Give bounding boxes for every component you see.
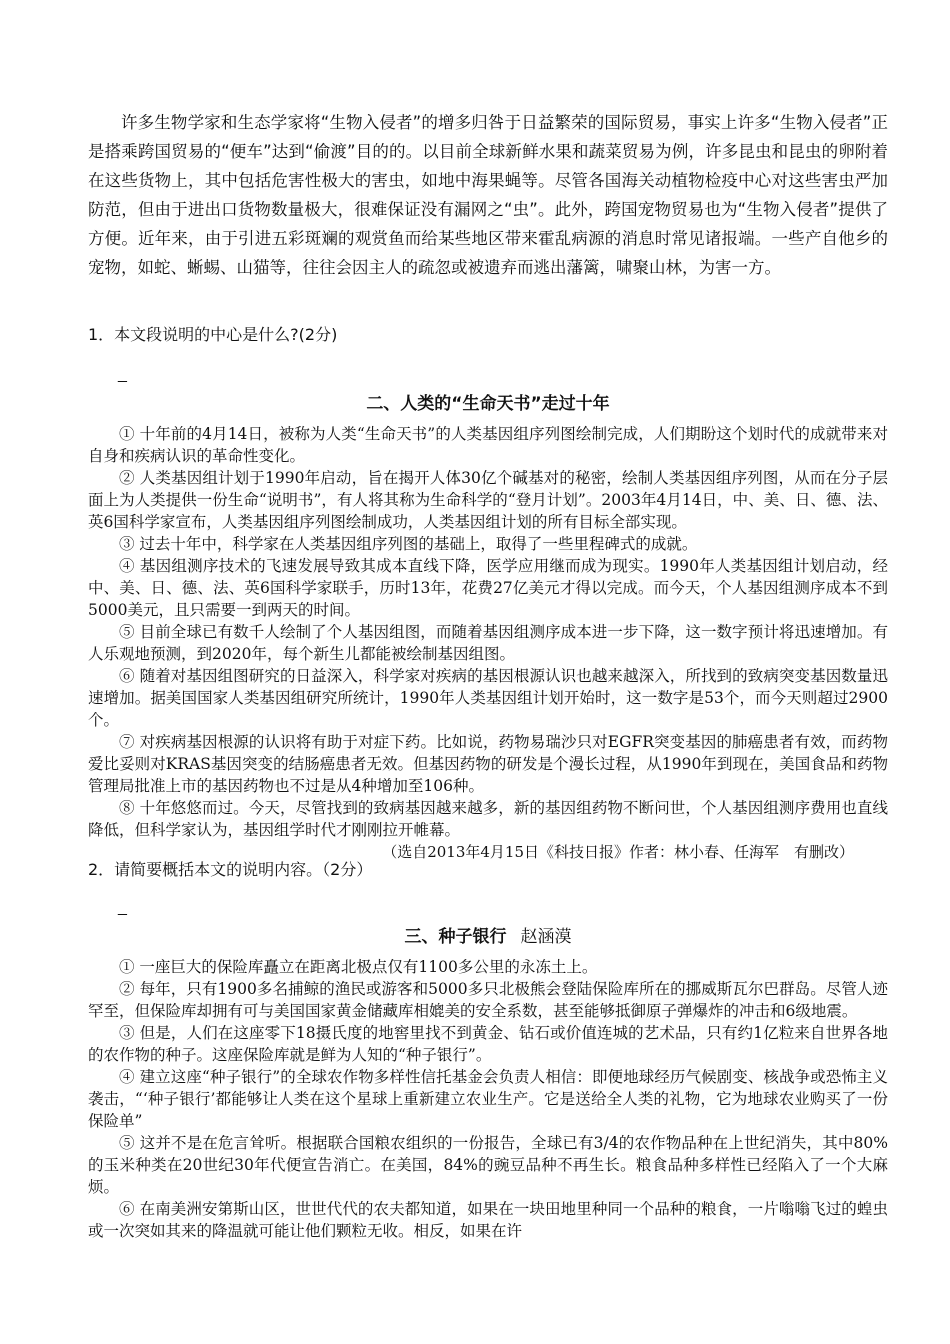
answer-line-1: _ (118, 366, 127, 383)
answer-line-2: _ (118, 899, 127, 916)
section-2-paragraph-5: ⑤ 目前全球已有数千人绘制了个人基因组图，而随着基因组测序成本进一步下降，这一数字预计将迅速增加。有人乐观地预测，到2020年，每个新生儿都能被绘制基因组图。 (88, 623, 888, 663)
intro-paragraph: 许多生物学家和生态学家将“生物入侵者”的增多归咎于日益繁荣的国际贸易，事实上许多“生物入侵者”正是搭乘跨国贸易的“便车”达到“偷渡”目的的。以目前全球新鲜水果和蔬菜贸易为例，许多昆虫和昆虫的卵附着在这些货物上，其中包括危害性极大的害虫，如地中海果蝇等。尽管各国海关动植物检疫中心对这些害虫严加防范，但由于进出口货物数量极大，很难保证没有漏网之“虫”。此外，跨国宠物贸易也为“生物入侵者”提供了方便。近年来，由于引进五彩斑斓的观赏鱼而给某些地区带来霍乱病源的消息时常见诸报端。一些产自他乡的宠物，如蛇、蜥蜴、山猫等，往往会因主人的疏忽或被遗弃而逃出藩篱，啸聚山林，为害一方。 (88, 113, 888, 277)
section-3-paragraph-5: ⑤ 这并不是在危言耸听。根据联合国粮农组织的一份报告，全球已有3/4的农作物品种在上世纪消失，其中80%的玉米种类在20世纪30年代便宣告消亡。在美国，84%的豌豆品种不再生长。粮食品种多样性已经陷入了一个大麻烦。 (88, 1134, 888, 1196)
section-3-author: 赵涵漠 (520, 927, 572, 947)
section-2-title-text: 二、人类的“生命天书”走过十年 (366, 394, 610, 414)
section-2-paragraph-6: ⑥ 随着对基因组图研究的日益深入，科学家对疾病的基因根源认识也越来越深入，所找到的致病突变基因数量迅速增加。据美国国家人类基因组研究所统计，1990年人类基因组计划开始时，这一数字是53个，而今天则超过2900个。 (88, 667, 888, 729)
section-2-paragraph-8: ⑧ 十年悠悠而过。今天，尽管找到的致病基因越来越多，新的基因组药物不断问世，个人基因组测序费用也直线降低，但科学家认为，基因组学时代才刚刚拉开帷幕。 (88, 799, 888, 839)
section-3-paragraph-6: ⑥ 在南美洲安第斯山区，世世代代的农夫都知道，如果在一块田地里种同一个品种的粮食，一片嗡嗡飞过的蝗虫或一次突如其来的降温就可能让他们颗粒无收。相反，如果在许 (88, 1200, 888, 1240)
section-3-title (88, 924, 888, 950)
section-3-paragraph-3: ③ 但是，人们在这座零下18摄氏度的地窖里找不到黄金、钻石或价值连城的艺术品，只有约1亿粒来自世界各地的农作物的种子。这座保险库就是鲜为人知的“种子银行”。 (88, 1024, 888, 1064)
section-2-article (88, 423, 888, 863)
article-source: （选自2013年4月15日《科技日报》作者：林小春、任海军 有删改） (382, 843, 854, 861)
question-2: 2．请简要概括本文的说明内容。（2分） (88, 860, 373, 879)
section-2-paragraph-3: ③ 过去十年中，科学家在人类基因组序列图的基础上，取得了一些里程碑式的成就。 (119, 535, 698, 553)
section-3-paragraph-4: ④ 建立这座“种子银行”的全球农作物多样性信托基金会负责人相信：即便地球经历气候剧变、核战争或恐怖主义袭击，“‘种子银行’都能够让人类在这个星球上重新建立农业生产。它是送给全人类的礼物，它为地球农业购买了一份保险单” (88, 1068, 888, 1130)
section-3-title-text: 三、种子银行 (404, 927, 507, 947)
section-3-paragraph-2: ② 每年，只有1900多名捕鲸的渔民或游客和5000多只北极熊会登陆保险库所在的挪威斯瓦尔巴群岛。尽管人迹罕至，但保险库却拥有可与美国国家黄金储藏库相媲美的安全系数，甚至能够抵御原子弹爆炸的冲击和6级地震。 (88, 980, 888, 1020)
section-2-paragraph-4: ④ 基因组测序技术的飞速发展导致其成本直线下降，医学应用继而成为现实。1990年人类基因组计划启动，经中、美、日、德、法、英6国科学家联手，历时13年，花费27亿美元才得以完成。而今天，个人基因组测序成本不到5000美元，且只需要一到两天的时间。 (88, 557, 888, 619)
section-2-paragraph-7: ⑦ 对疾病基因根源的认识将有助于对症下药。比如说，药物易瑞沙只对EGFR突变基因的肺癌患者有效，而药物爱比妥则对KRAS基因突变的结肠癌患者无效。但基因药物的研发是个漫长过程，从1990年到现在，美国食品和药物管理局批准上市的基因药物也不过是从4种增加至106种。 (88, 733, 888, 795)
section-3-paragraph-1: ① 一座巨大的保险库矗立在距离北极点仅有1100多公里的永冻土上。 (119, 958, 598, 976)
section-2-paragraph-2: ② 人类基因组计划于1990年启动，旨在揭开人体30亿个碱基对的秘密，绘制人类基因组序列图，从而在分子层面上为人类提供一份生命“说明书”，有人将其称为生命科学的“登月计划”。2003年4月14日，中、美、日、德、法、英6国科学家宣布，人类基因组序列图绘制成功，人类基因组计划的所有目标全部实现。 (88, 469, 888, 531)
question-1: 1．本文段说明的中心是什么?(2分) (88, 325, 338, 344)
section-2-paragraph-1: ① 十年前的4月14日，被称为人类“生命天书”的人类基因组序列图绘制完成，人们期盼这个划时代的成就带来对自身和疾病认识的革命性变化。 (88, 425, 888, 465)
section-2-title (88, 391, 888, 417)
section-3-article (88, 956, 888, 1242)
